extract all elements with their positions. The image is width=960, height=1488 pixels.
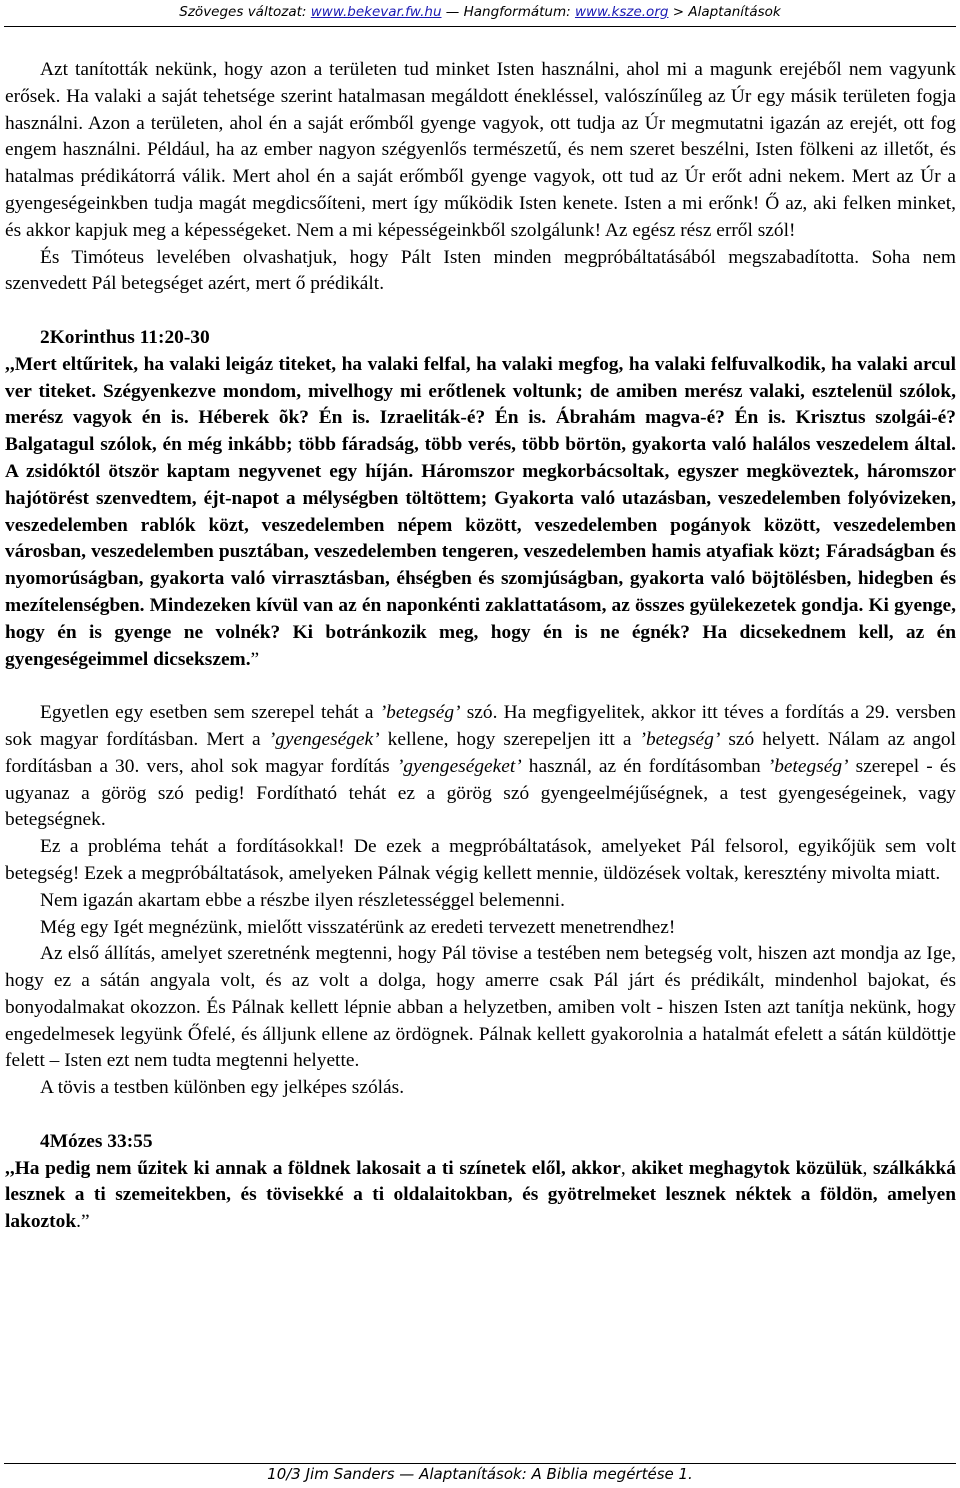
p3-text-a: Egyetlen egy esetben sem szerepel tehát a [40, 702, 380, 724]
quote-2cor-text: ,,Mert eltűritek, ha valaki leigáz titeket, ha valaki felfal, ha valaki megfog, ha valaki felfuvalkodik, ha valaki arcul ver titeket. Szégyenkezve mondom, mivelhogy mi erőtlenek voltunk; de amiben merész valaki, esztelenül szólok, merész vagyok én is. Héberek õk? Én is. Izraeliták-é? Én is. Ábrahám magva-é? Én is. Krisztus szolgái-é? Balgatagul szólok, én még inkább; több fáradság, több verés, több börtön, gyakorta való halálos veszedelem által. A zsidóktól ötször kaptam negyvenet egy híján. Háromszor megkorbácsoltak, egyszer megköveztek, háromszor hajótörést szenvedtem, éjt-napot a mélységben töltöttem; Gyakorta való utazásban, veszedelemben folyóvizeken, veszedelemben rablók közt, veszedelemben népem között, veszedelemben pogányok között, veszedelemben városban, veszedelemben pusztában, veszedelemben tengeren, veszedelemben hamis atyafiak közt; Fáradságban és nyomorúságban, gyakorta való virrasztásban, éhségben és szomjúságban, gyakorta való böjtölésben, hidegben és mezítelenségben. Mindezeken kívül van az én naponkénti zaklattatásom, az összes gyülekezetek gondja. Ki gyenge, hogy én is gyenge ne volnék? Ki botránkozik meg, hogy én is ne égnék? Ha dicsekednem kell, az én gyengeségeimmel dicsekszem. [5, 353, 956, 670]
scripture-reference-num: 4Mózes 33:55 [40, 1130, 153, 1152]
p3-term-betegseg-2: ’betegség’ [639, 728, 721, 750]
quote-num-close: .” [76, 1211, 90, 1233]
quote-2cor-close: ” [250, 648, 260, 670]
scripture-quote-2cor [5, 352, 956, 674]
p3-term-gyengesegek: ’gyengeségek’ [268, 728, 380, 750]
scripture-quote-num [5, 1156, 956, 1236]
header-prefix: Szöveges változat: [179, 4, 311, 20]
p3-text-g: szó helyett. Nálam az angol fordításban a 30. vers, ahol sok magyar fordítás [5, 728, 957, 777]
paragraph-problem: Ez a probléma tehát a fordításokkal! De ezek a megpróbáltatások, amelyeket Pál felsorol, egyikőjük sem volt betegség! Ezek a megpróbáltatások, amelyeken Pálnak végig kellett mennie, üldözések voltak, keresztény mivolta miatt. [5, 836, 956, 884]
footer-divider [4, 1463, 956, 1464]
document-body [5, 57, 956, 1236]
p3-term-betegseg: ’betegség’ [379, 702, 461, 724]
quote-num-text-a: ,,Ha pedig nem űzitek ki annak a földnek lakosait a ti színetek elől, akkor [5, 1157, 621, 1179]
paragraph-thorn: Az első állítás, amelyet szeretnénk megtenni, hogy Pál tövise a testében nem betegség volt, hiszen azt mondja az Ige, hogy ez a sátán angyala volt, és az volt a dolga, hogy amerre csak Pál járt és prédikált, mindenhol bajokat, és bonyodalmakat okozzon. És Pálnak kellett lépnie abban a helyzetben, amiben volt - hiszen Isten azt tanítja nekünk, hogy engedelmesek legyünk Őfelé, és álljunk ellene az ördögnek. Pálnak kellett gyakorolnia a hatalmát efelett a sátán küldöttje felett – Isten ezt nem tudta megtenni helyette. [5, 943, 956, 1072]
paragraph-detail: Nem igazán akartam ebbe a részbe ilyen részletességgel belemenni. [40, 889, 565, 911]
quote-num-comma-2: , [862, 1157, 868, 1179]
paragraph-timothy: És Timóteus levelében olvashatjuk, hogy Pált Isten minden megpróbáltatásából megszabadította. Soha nem szenvedett Pál betegséget azért, mert ő prédikált. [5, 246, 956, 295]
quote-num-text-c: szálkákká lesznek a ti szemeitekben, és tövisekké a ti oldalaitokban, és gyötrelmeket lesznek néktek a földön, amelyen lakoztok [5, 1157, 957, 1233]
spacer [5, 1102, 956, 1129]
paragraph-one-more: Még egy Igét megnézünk, mielőtt visszatérünk az eredeti tervezett menetrendhez! [40, 916, 676, 938]
p3-text-c: szó. Ha megfigyelitek, akkor itt téves a fordítás a 29. versben sok magyar fordításban. Mert a [5, 702, 957, 750]
paragraph-translation [5, 700, 956, 834]
header-middle: — Hangformátum: [441, 4, 575, 20]
spacer [5, 673, 956, 700]
p3-text-i: használ, az én fordításomban [521, 755, 768, 777]
bekevar-link[interactable]: www.bekevar.fw.hu [310, 4, 442, 20]
p3-term-gyengesegeket: ’gyengeségeket’ [396, 755, 522, 777]
quote-num-comma-1: , [620, 1157, 626, 1179]
ksze-link[interactable]: www.ksze.org [574, 4, 669, 20]
quote-num-text-b: akiket meghagytok közülük [625, 1157, 863, 1179]
header-suffix: > Alaptanítások [668, 4, 781, 20]
spacer [5, 298, 956, 325]
p3-term-betegseg-3: ’betegség’ [767, 755, 849, 777]
paragraph-strength: Azt tanították nekünk, hogy azon a területen tud minket Isten használni, ahol mi a magunk erejéből nem vagyunk erősek. Ha valaki a saját tehetsége szerint hatalmasan megáldott énekléssel, valószínűleg az Úr egy másik területen fogja használni. Azon a területen, ahol én a saját erőmből gyenge vagyok, ott tudja az Úr megmutatni igazán az erejét, ott fog engem használni. Például, ha az ember nagyon szégyenlős természetű, és nem szeret beszélni, Isten fölkeni az illetőt, és hatalmas prédikátorrá válik. Mert ahol én a saját erőmből gyenge vagyok, ott tud az Úr erőt adni nekem. Mert az Úr a gyengeségeinkben tudja magát megdicsőíteni, mert így működik Isten kenete. Isten a mi erőnk! Ő az, aki felken minket, és akkor kapjuk meg a képességeket. Nem a mi képességeinkből szolgálunk! Az egész rész erről szól! [5, 59, 956, 241]
page-footer: 10/3 Jim Sanders — Alaptanítások: A Biblia megértése 1. [267, 1465, 693, 1483]
scripture-reference-2cor: 2Korinthus 11:20-30 [40, 326, 210, 348]
paragraph-symbolic: A tövis a testben különben egy jelképes szólás. [40, 1077, 405, 1099]
page-header [0, 4, 960, 20]
header-divider [4, 26, 956, 27]
p3-text-k: szerepel - és ugyanaz a görög szó pedig! Fordítható tehát ez a görög szó gyengeelméjűségnek, a test gyengeségeinek, vagy betegségnek. [5, 755, 956, 831]
p3-text-e: kellene, hogy szerepeljen itt a [379, 728, 640, 750]
